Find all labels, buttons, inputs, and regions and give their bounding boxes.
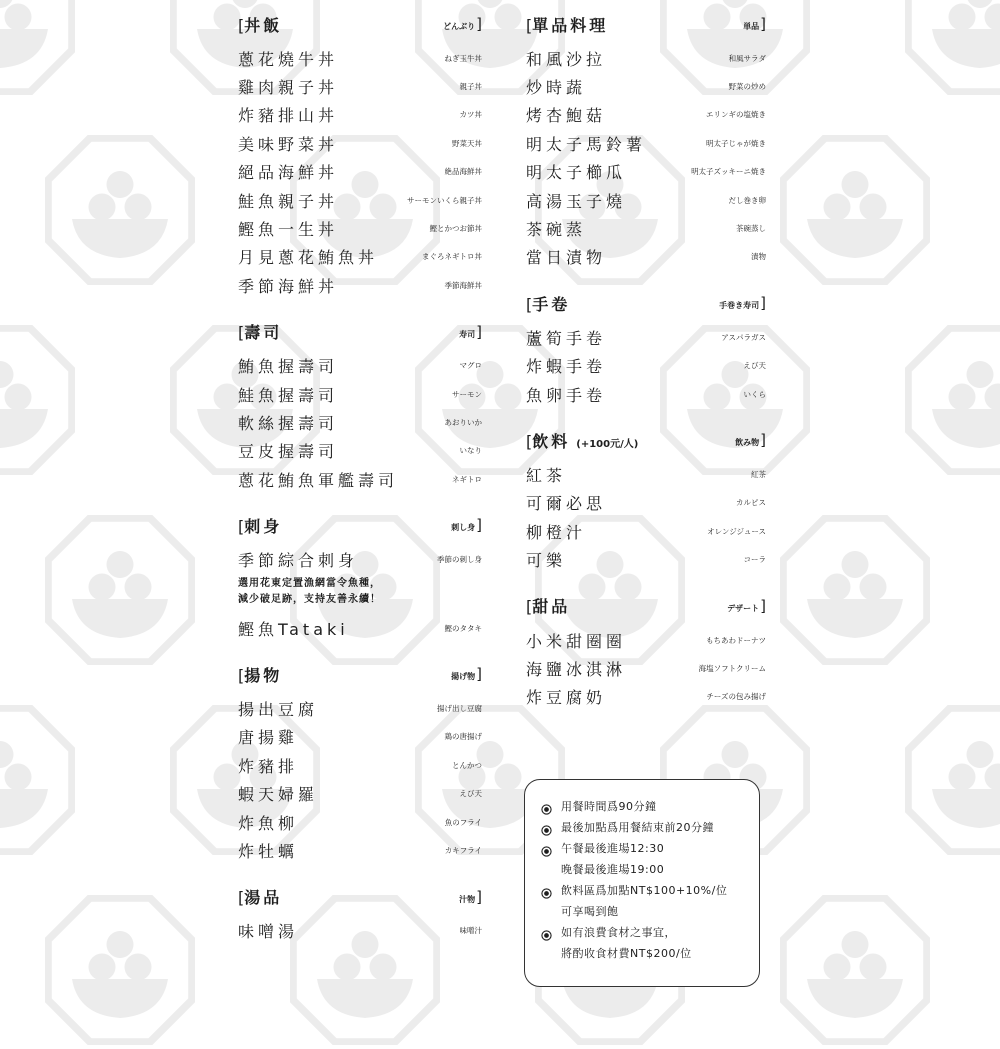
bracket-open: [ xyxy=(238,517,244,536)
menu-item xyxy=(526,654,766,682)
menu-item xyxy=(238,380,482,408)
bracket-close: ] xyxy=(476,323,482,341)
item-japanese-name: 味噌汁 xyxy=(460,925,483,936)
target-bullet-icon xyxy=(541,927,552,938)
section-gap xyxy=(526,408,766,426)
menu-item xyxy=(526,545,766,573)
bracket-close: ] xyxy=(476,665,482,683)
item-japanese-name: コーラ xyxy=(744,554,767,565)
section-japanese-title xyxy=(459,323,482,341)
section-price-note: (+100元/人) xyxy=(576,439,638,450)
item-name: 蘆筍手卷 xyxy=(526,326,606,349)
bracket-open: [ xyxy=(238,666,244,685)
item-name: 可爾必思 xyxy=(526,491,606,514)
section-japanese-title xyxy=(451,665,482,683)
menu-item xyxy=(526,214,766,242)
menu-item xyxy=(526,380,766,408)
item-name: 季節海鮮丼 xyxy=(238,274,338,297)
item-japanese-name: 鶏の唐揚げ xyxy=(445,731,483,742)
section-header xyxy=(526,10,766,38)
section-japanese-title xyxy=(443,15,482,33)
menu-item xyxy=(238,917,482,945)
item-name: 當日漬物 xyxy=(526,245,606,268)
menu-item xyxy=(238,836,482,864)
menu-item xyxy=(526,352,766,380)
section-gap xyxy=(238,300,482,318)
item-name: 蝦天婦羅 xyxy=(238,782,318,805)
item-name: 炸豬排 xyxy=(238,754,298,777)
bowl-logo-icon xyxy=(905,705,1000,855)
bowl-logo-icon xyxy=(0,705,75,855)
section-note-line: 減少破足跡，支持友善永續！ xyxy=(238,592,482,608)
menu-item xyxy=(238,214,482,242)
section-japanese-title xyxy=(735,431,766,449)
notice-text xyxy=(561,796,657,817)
section-japanese-title xyxy=(451,516,482,534)
section-japanese-text: デザート xyxy=(727,604,759,613)
item-name: 炸蝦手卷 xyxy=(526,354,606,377)
menu-item xyxy=(526,158,766,186)
item-japanese-name: ネギトロ xyxy=(452,474,482,485)
bracket-open: [ xyxy=(526,16,532,35)
section-title xyxy=(526,13,608,36)
bracket-open: [ xyxy=(526,295,532,314)
item-japanese-name: 季節の刺し身 xyxy=(437,554,482,565)
bracket-close: ] xyxy=(760,294,766,312)
menu-item xyxy=(238,243,482,271)
section-note xyxy=(238,576,482,608)
menu-item xyxy=(526,186,766,214)
item-name: 揚出豆腐 xyxy=(238,697,318,720)
item-name: 炸豆腐奶 xyxy=(526,685,606,708)
menu-item xyxy=(526,489,766,517)
section-gap xyxy=(238,865,482,883)
menu-item xyxy=(238,352,482,380)
bowl-logo-icon xyxy=(780,515,930,665)
bracket-close: ] xyxy=(476,15,482,33)
item-japanese-name: 季節海鮮丼 xyxy=(445,280,483,291)
item-name: 炸豬排山丼 xyxy=(238,103,338,126)
section-japanese-title xyxy=(459,888,482,906)
item-japanese-name: ねぎ玉牛丼 xyxy=(445,53,483,64)
notice-line: 最後加點爲用餐結束前20分鐘 xyxy=(561,817,714,838)
section-title-text: 揚物 xyxy=(244,666,282,685)
menu-item xyxy=(238,101,482,129)
bowl-logo-icon xyxy=(780,135,930,285)
section-header xyxy=(238,883,482,911)
section-japanese-text: 手巻き寿司 xyxy=(719,301,759,310)
target-bullet-icon xyxy=(541,822,552,833)
menu-item xyxy=(238,186,482,214)
notice-line: 用餐時間爲90分鐘 xyxy=(561,796,657,817)
item-name: 明太子馬鈴薯 xyxy=(526,132,646,155)
item-japanese-name: だし巻き卵 xyxy=(729,195,767,206)
notice-item xyxy=(541,796,749,817)
item-japanese-name: えび天 xyxy=(744,360,767,371)
section-title-text: 甜品 xyxy=(532,597,570,616)
menu-item xyxy=(526,129,766,157)
bowl-logo-icon xyxy=(0,0,75,95)
notice-box xyxy=(524,779,760,987)
section-header xyxy=(526,289,766,317)
item-japanese-name: 魚のフライ xyxy=(445,817,482,828)
section-title-text: 手卷 xyxy=(532,295,570,314)
bracket-close: ] xyxy=(760,431,766,449)
section-title xyxy=(238,885,282,908)
item-japanese-name: オレンジジュース xyxy=(707,526,766,537)
menu-item xyxy=(238,465,482,493)
item-name: 豆皮握壽司 xyxy=(238,439,338,462)
item-japanese-name: アスパラガス xyxy=(721,332,766,343)
menu-item xyxy=(238,129,482,157)
section-title xyxy=(238,320,282,343)
bracket-open: [ xyxy=(238,888,244,907)
item-japanese-name: サーモンいくら親子丼 xyxy=(407,195,482,206)
item-name: 海鹽冰淇淋 xyxy=(526,657,626,680)
bowl-logo-icon xyxy=(905,0,1000,95)
menu-item xyxy=(238,72,482,100)
item-japanese-name: 茶碗蒸し xyxy=(736,223,766,234)
section-japanese-title xyxy=(743,15,766,33)
item-japanese-name: 和風サラダ xyxy=(729,53,766,64)
item-japanese-name: いなり xyxy=(460,445,483,456)
item-japanese-name: 鰹のタタキ xyxy=(445,623,483,634)
menu-left-column xyxy=(238,10,482,945)
item-japanese-name: えび天 xyxy=(460,788,483,799)
section-title xyxy=(238,13,282,36)
item-japanese-name: エリンギの塩焼き xyxy=(706,109,766,120)
menu-item xyxy=(238,614,482,642)
section-gap xyxy=(238,493,482,511)
section-japanese-text: どんぶり xyxy=(443,22,475,31)
item-japanese-name: 海塩ソフトクリーム xyxy=(699,663,766,674)
menu-item xyxy=(526,683,766,711)
notice-line: 可享喝到飽 xyxy=(561,901,727,922)
section-japanese-text: 寿司 xyxy=(459,330,475,339)
section-header xyxy=(526,426,766,454)
menu-item xyxy=(526,101,766,129)
bowl-logo-icon xyxy=(0,325,75,475)
section-gap xyxy=(526,574,766,592)
bracket-close: ] xyxy=(476,888,482,906)
item-name: 唐揚雞 xyxy=(238,725,298,748)
section-header xyxy=(238,318,482,346)
bracket-open: [ xyxy=(238,16,244,35)
section-japanese-text: 飲み物 xyxy=(735,438,759,447)
notice-item xyxy=(541,922,749,964)
item-japanese-name: 揚げ出し豆腐 xyxy=(437,703,482,714)
item-japanese-name: 絶品海鮮丼 xyxy=(445,166,483,177)
item-japanese-name: とんかつ xyxy=(452,760,482,771)
target-bullet-icon xyxy=(541,843,552,854)
menu-item xyxy=(526,243,766,271)
item-japanese-name: 明太子じゃが焼き xyxy=(706,138,766,149)
item-name: 鮭魚握壽司 xyxy=(238,383,338,406)
item-name: 明太子櫛瓜 xyxy=(526,160,626,183)
menu-item xyxy=(238,271,482,299)
bracket-close: ] xyxy=(760,597,766,615)
item-name: 絕品海鮮丼 xyxy=(238,160,338,183)
menu-item xyxy=(526,460,766,488)
section-header xyxy=(526,592,766,620)
notice-line: 將酌收食材費NT$200/位 xyxy=(561,943,692,964)
section-japanese-text: 刺し身 xyxy=(451,523,475,532)
item-name: 鰹魚一生丼 xyxy=(238,217,338,240)
bowl-logo-icon xyxy=(780,895,930,1045)
item-japanese-name: 漬物 xyxy=(751,251,766,262)
menu-item xyxy=(238,545,482,573)
item-japanese-name: あおりいか xyxy=(445,417,483,428)
notice-text xyxy=(561,838,664,880)
item-name: 蔥花燒牛丼 xyxy=(238,47,338,70)
item-japanese-name: チーズの包み揚げ xyxy=(706,691,766,702)
section-title xyxy=(238,514,282,537)
item-name: 茶碗蒸 xyxy=(526,217,586,240)
item-name: 柳橙汁 xyxy=(526,520,586,543)
notice-line: 晚餐最後進場19:00 xyxy=(561,859,664,880)
item-japanese-name: 野菜の炒め xyxy=(729,81,767,92)
section-note-line: 選用花東定置漁網當令魚種， xyxy=(238,576,482,592)
target-bullet-icon xyxy=(541,885,552,896)
item-name: 鮭魚親子丼 xyxy=(238,189,338,212)
section-title xyxy=(526,429,638,452)
bowl-logo-icon xyxy=(45,135,195,285)
bowl-logo-icon xyxy=(905,325,1000,475)
menu-item xyxy=(526,626,766,654)
item-japanese-name: カルピス xyxy=(736,497,766,508)
notice-text xyxy=(561,817,714,838)
bowl-logo-icon xyxy=(45,515,195,665)
notice-text xyxy=(561,880,727,922)
menu-item xyxy=(238,437,482,465)
item-japanese-name: 明太子ズッキーニ焼き xyxy=(691,166,766,177)
section-title-text: 飲料 xyxy=(532,432,570,451)
notice-item xyxy=(541,880,749,922)
item-name: 炒時蔬 xyxy=(526,75,586,98)
item-name: 味噌湯 xyxy=(238,919,298,942)
menu-right-column xyxy=(526,10,766,711)
item-name: 炸魚柳 xyxy=(238,811,298,834)
menu-item xyxy=(238,408,482,436)
item-name: 高湯玉子燒 xyxy=(526,189,626,212)
bracket-open: [ xyxy=(238,323,244,342)
section-title-text: 刺身 xyxy=(244,517,282,536)
section-title xyxy=(238,663,282,686)
menu-item xyxy=(238,694,482,722)
bowl-logo-icon xyxy=(45,895,195,1045)
item-name: 蔥花鮪魚軍艦壽司 xyxy=(238,468,398,491)
item-name: 軟絲握壽司 xyxy=(238,411,338,434)
menu-item xyxy=(526,323,766,351)
bracket-open: [ xyxy=(526,597,532,616)
menu-item xyxy=(526,44,766,72)
section-title xyxy=(526,292,570,315)
item-name: 鰹魚Tataki xyxy=(238,617,349,640)
item-name: 季節綜合刺身 xyxy=(238,548,358,571)
item-japanese-name: カキフライ xyxy=(445,845,482,856)
item-name: 雞肉親子丼 xyxy=(238,75,338,98)
item-name: 紅茶 xyxy=(526,463,566,486)
bracket-close: ] xyxy=(760,15,766,33)
item-name: 月見蔥花鮪魚丼 xyxy=(238,245,378,268)
notice-line: 如有浪費食材之事宜， xyxy=(561,922,692,943)
menu-item xyxy=(526,72,766,100)
section-title xyxy=(526,594,570,617)
section-japanese-title xyxy=(719,294,766,312)
section-title-text: 單品料理 xyxy=(532,16,608,35)
item-japanese-name: 親子丼 xyxy=(460,81,483,92)
item-japanese-name: 紅茶 xyxy=(751,469,766,480)
item-name: 美味野菜丼 xyxy=(238,132,338,155)
item-japanese-name: マグロ xyxy=(460,360,483,371)
section-japanese-text: 単品 xyxy=(743,22,759,31)
target-bullet-icon xyxy=(541,801,552,812)
item-japanese-name: もちあわドーナツ xyxy=(706,635,766,646)
menu-item xyxy=(238,158,482,186)
item-japanese-name: サーモン xyxy=(452,389,482,400)
item-name: 鮪魚握壽司 xyxy=(238,354,338,377)
notice-text xyxy=(561,922,692,964)
section-header xyxy=(238,10,482,38)
menu-item xyxy=(238,723,482,751)
notice-line: 午餐最後進場12:30 xyxy=(561,838,664,859)
section-gap xyxy=(238,642,482,660)
item-name: 烤杏鮑菇 xyxy=(526,103,606,126)
item-name: 魚卵手卷 xyxy=(526,383,606,406)
section-japanese-text: 汁物 xyxy=(459,895,475,904)
notice-line: 飲料區爲加點NT$100+10%/位 xyxy=(561,880,727,901)
notice-item xyxy=(541,817,749,838)
item-name: 炸牡蠣 xyxy=(238,839,298,862)
menu-item xyxy=(238,751,482,779)
section-gap xyxy=(526,271,766,289)
item-japanese-name: まぐろネギトロ丼 xyxy=(422,251,482,262)
bracket-open: [ xyxy=(526,432,532,451)
section-title-text: 丼飯 xyxy=(244,16,282,35)
item-japanese-name: 鰹とかつお節丼 xyxy=(430,223,483,234)
section-title-text: 壽司 xyxy=(244,323,282,342)
item-japanese-name: 野菜天丼 xyxy=(452,138,482,149)
item-japanese-name: カツ丼 xyxy=(460,109,483,120)
menu-item xyxy=(238,44,482,72)
notice-item xyxy=(541,838,749,880)
section-header xyxy=(238,511,482,539)
menu-item xyxy=(238,808,482,836)
section-japanese-title xyxy=(727,597,766,615)
section-header xyxy=(238,660,482,688)
bracket-close: ] xyxy=(476,516,482,534)
item-name: 和風沙拉 xyxy=(526,47,606,70)
menu-item xyxy=(238,779,482,807)
item-japanese-name: いくら xyxy=(744,389,767,400)
menu-item xyxy=(526,517,766,545)
section-title-text: 湯品 xyxy=(244,888,282,907)
item-name: 小米甜圈圈 xyxy=(526,629,626,652)
item-name: 可樂 xyxy=(526,548,566,571)
section-japanese-text: 揚げ物 xyxy=(451,672,475,681)
